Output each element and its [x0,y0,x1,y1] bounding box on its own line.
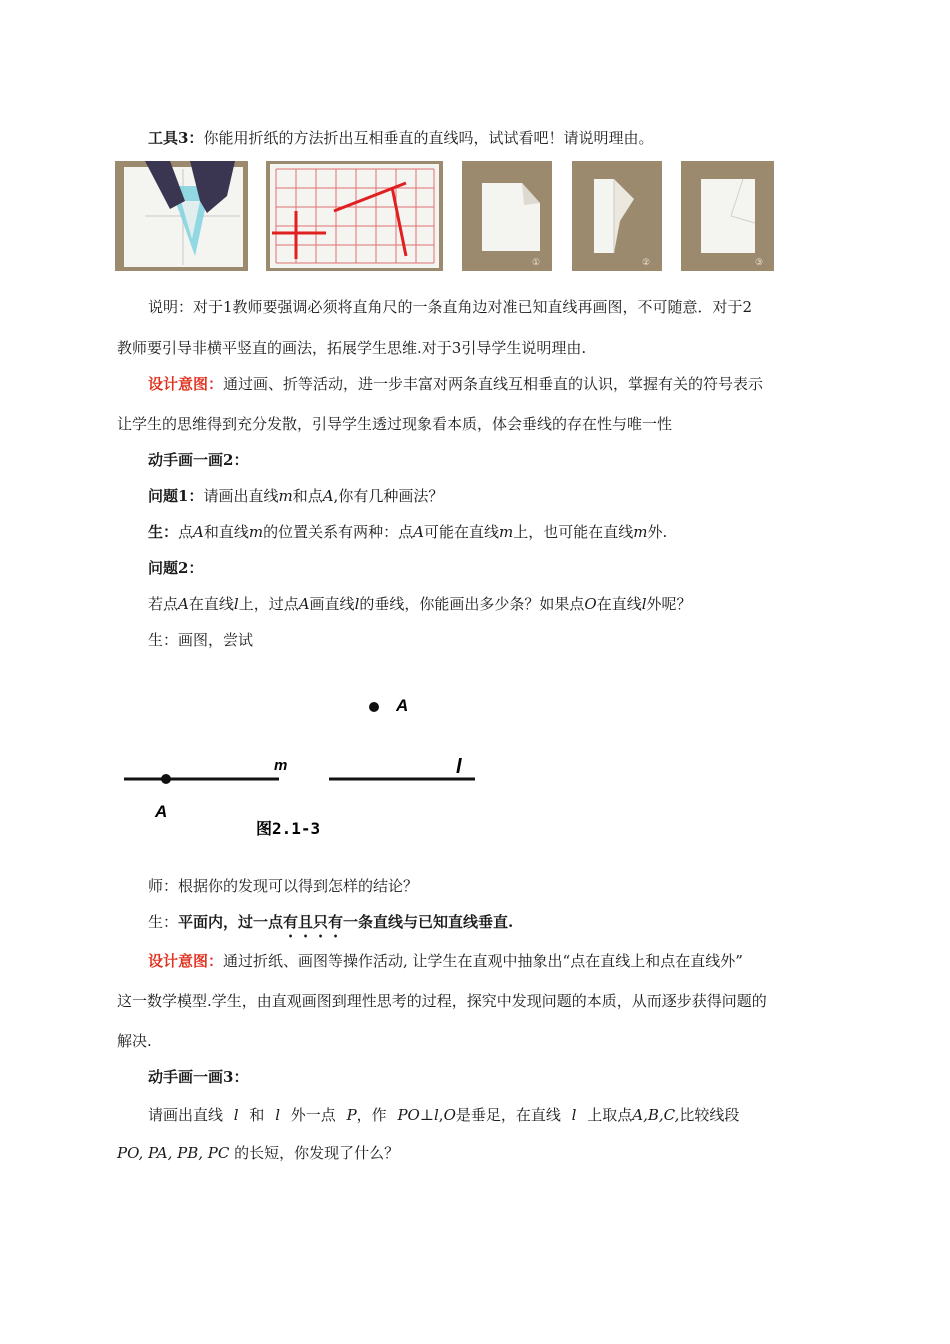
s1-c: 的位置关系有两种：点 [263,523,414,541]
q3-l4: l [571,1106,577,1124]
q2-A: A [178,595,189,613]
s1-f: 外. [647,523,668,541]
explanation-line-2: 教师要引导非横平竖直的画法，拓展学生思维.对于3引导学生说明理由. [117,339,587,357]
q3-a: 请画出直线 [148,1106,224,1124]
q3-g: 比较线段 [679,1106,740,1124]
conclusion-line [148,912,513,941]
q2-a: 若点 [148,595,179,613]
tool3-line [148,128,653,148]
q3-e: 是垂足，在直线 [455,1106,561,1124]
photo-fold-1 [462,161,552,271]
s1-line [148,522,667,542]
figure-2-1-3 [0,680,950,840]
photo-label-2: ② [642,258,651,268]
q2-c: 上，过点 [238,595,299,613]
q3-l2: l [275,1106,280,1124]
q1-label: 问题1： [148,487,204,505]
s1-m3: m [633,523,648,541]
q1-text-a: 请画出直线 [203,487,279,505]
conclusion-c: 一条直线与已知直线垂直. [343,913,514,931]
design1-label: 设计意图： [148,375,224,393]
q2-l2: l [354,595,360,613]
q3-line-2 [117,1143,399,1163]
photo-label-3: ③ [755,258,764,268]
q2-O: O [584,595,597,613]
teacher-line: 师：根据你的发现可以得到怎样的结论？ [148,877,419,895]
q2-b: 在直线 [188,595,234,613]
design2-line-1 [148,951,743,971]
conclusion-label: 生： [148,913,179,931]
photo-set-square [115,161,248,271]
label-m: m [274,757,288,774]
q2-e: 的垂线，你能画出多少条？如果点 [359,595,585,613]
s1-e: 上，也可能在直线 [513,523,634,541]
label-A-bottom: A [155,802,168,821]
q3-segments: PO, PA, PB, PC [117,1144,230,1162]
q2-g: 外呢？ [646,595,692,613]
photo-fold-2 [572,161,662,271]
draw2-title: 动手画一画2： [148,451,249,469]
q1-A: A [322,487,334,505]
s2-text: 生：画图，尝试 [148,631,254,649]
q3-l1: l [233,1106,239,1124]
q3-l3: l [433,1106,439,1124]
s1-m1: m [248,523,264,541]
design1-line-2: 让学生的思维得到充分发散，引导学生透过现象看本质，体会垂线的存在性与唯一性 [117,415,673,433]
design2-line-2: 这一数学模型.学生，由直观画图到理性思考的过程，探究中发现问题的本质，从而逐步获得问题的 [117,992,767,1010]
q3-d: ，作 [356,1106,387,1124]
q3-line-1 [148,1105,739,1125]
photo-grid [266,161,443,271]
q3-c: 外一点 [290,1106,336,1124]
design2-label: 设计意图： [148,952,224,970]
tool3-label: 工具3： [148,129,204,147]
q3-ABC: A,B,C, [632,1106,680,1124]
q3-O: O [443,1106,456,1124]
photo-label-1: ① [532,258,541,268]
q1-text-b: 和点 [292,487,323,505]
s1-b: 和直线 [203,523,249,541]
label-l: l [456,756,462,778]
point-A-on-m [161,774,171,784]
q2-l3: l [641,595,647,613]
tool3-text: 你能用折纸的方法折出互相垂直的直线吗，试试看吧！请说明理由。 [203,129,654,147]
q2-l1: l [233,595,239,613]
s1-label: 生： [148,523,179,541]
point-A-top [369,702,379,712]
q2-A2: A [298,595,310,613]
q2-text [148,594,692,614]
s1-a: 点 [178,523,194,541]
q1-m: m [278,487,293,505]
s1-m2: m [499,523,514,541]
conclusion-a: 平面内，过一点 [178,913,284,931]
s1-A2: A [413,523,424,541]
q2-f: 在直线 [596,595,642,613]
label-A-top: A [396,696,409,715]
q3-comma: , [438,1106,444,1124]
design2-line-3: 解决. [117,1032,152,1050]
q3-rest: 的长短，你发现了什么？ [234,1144,400,1162]
q3-P: P [346,1106,357,1124]
explanation-line-1: 说明：对于1教师要强调必须将直角尺的一条直角边对准已知直线再画图，不可随意．对于2 [148,298,753,316]
figure-caption: 图2.1-3 [256,819,321,838]
q1-text-c: ,你有几种画法？ [333,487,444,505]
q3-b: 和 [249,1106,265,1124]
q3-f: 上取点 [587,1106,633,1124]
conclusion-emphasis: 有且只有 [283,913,344,931]
q2-label: 问题2： [148,559,204,577]
s1-A1: A [193,523,204,541]
q3-perp: ⊥ [419,1106,434,1124]
q2-d: 画直线 [309,595,355,613]
design2-text-1: 通过折纸、画图等操作活动, 让学生在直观中抽象出“点在直线上和点在直线外” [223,952,743,970]
q3-PO: PO [397,1106,420,1124]
draw3-title: 动手画一画3： [148,1068,249,1086]
q1-line [148,486,443,506]
design1-text-1: 通过画、折等活动，进一步丰富对两条直线互相垂直的认识，掌握有关的符号表示 [223,375,764,393]
design1-line-1 [148,374,763,394]
s1-d: 可能在直线 [423,523,499,541]
photo-fold-3 [681,161,774,271]
